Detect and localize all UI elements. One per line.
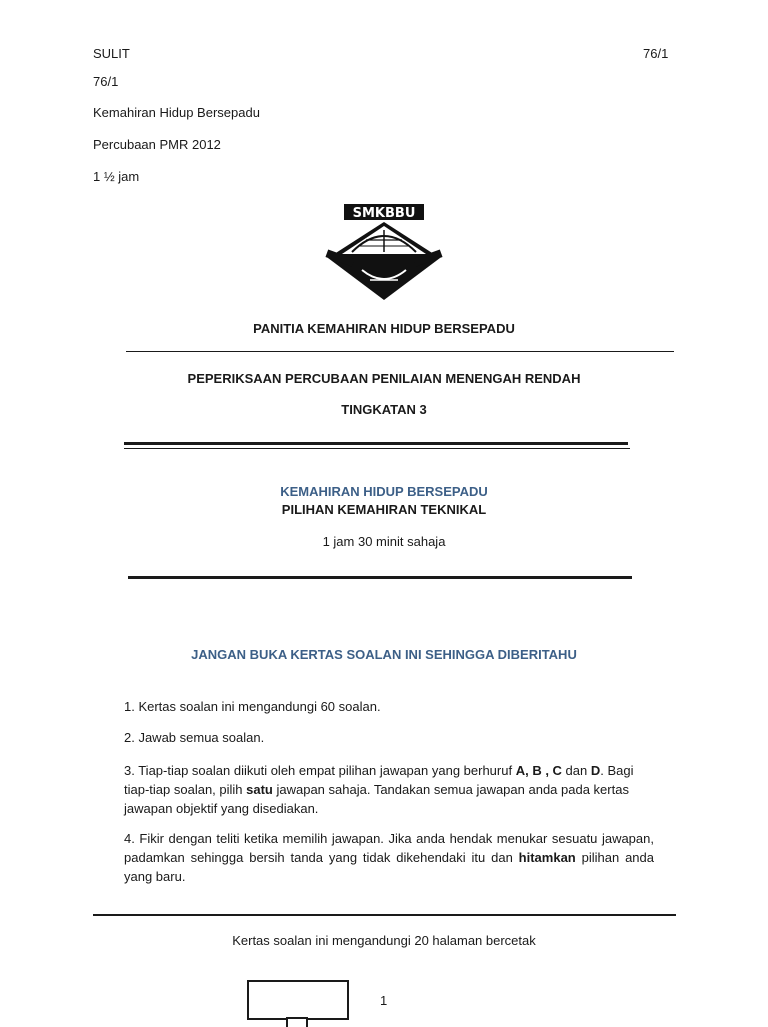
paper-code-left: 76/1 <box>93 74 119 89</box>
divider-rule <box>126 351 674 352</box>
instruction-3: 3. Tiap-tiap soalan diikuti oleh empat pilihan jawapan yang berhuruf A, B , C dan D. Bagi tiap-tiap soalan, pilih satu jawapan sahaja. Tandakan semua jawapan anda pada kertas jawapan objektif yang disediakan. <box>124 763 634 816</box>
exam-line: Percubaan PMR 2012 <box>93 137 221 152</box>
instruction-4: 4. Fikir dengan teliti ketika memilih jawapan. Jika anda hendak menukar sesuatu jawapan, padamkan sehingga bersih tanda yang tidak dikehendaki itu dan hitamkan pilihan anda yang baru. <box>124 831 654 884</box>
crest-text: SMKBBU <box>352 206 416 221</box>
duration-line: 1 ½ jam <box>93 169 140 184</box>
paper-time: 1 jam 30 minit sahaja <box>322 534 446 549</box>
pages-note: Kertas soalan ini mengandungi 20 halaman bercetak <box>232 933 536 948</box>
double-rule-bottom <box>124 448 630 449</box>
instruction-2: 2. Jawab semua soalan. <box>124 730 265 745</box>
exam-full-title: PEPERIKSAAN PERCUBAAN PENILAIAN MENENGAH RENDAH <box>187 371 581 386</box>
subject-line: Kemahiran Hidup Bersepadu <box>93 105 260 120</box>
panel-title: PANITIA KEMAHIRAN HIDUP BERSEPADU <box>253 321 515 336</box>
index-box-notch <box>286 1017 308 1027</box>
thick-rule <box>128 576 632 579</box>
instruction-1: 1. Kertas soalan ini mengandungi 60 soalan. <box>124 699 381 714</box>
sulit-label: SULIT <box>93 46 130 61</box>
form-title: TINGKATAN 3 <box>341 402 427 417</box>
warning-notice: JANGAN BUKA KERTAS SOALAN INI SEHINGGA DIBERITAHU <box>191 647 577 662</box>
school-crest-icon <box>322 200 446 304</box>
index-box <box>247 980 349 1020</box>
paper-subject: KEMAHIRAN HIDUP BERSEPADU <box>280 484 488 499</box>
double-rule-top <box>124 442 628 445</box>
page-number: 1 <box>380 993 388 1008</box>
footer-rule <box>93 914 676 916</box>
paper-code-right: 76/1 <box>643 46 669 61</box>
paper-option: PILIHAN KEMAHIRAN TEKNIKAL <box>281 502 487 517</box>
